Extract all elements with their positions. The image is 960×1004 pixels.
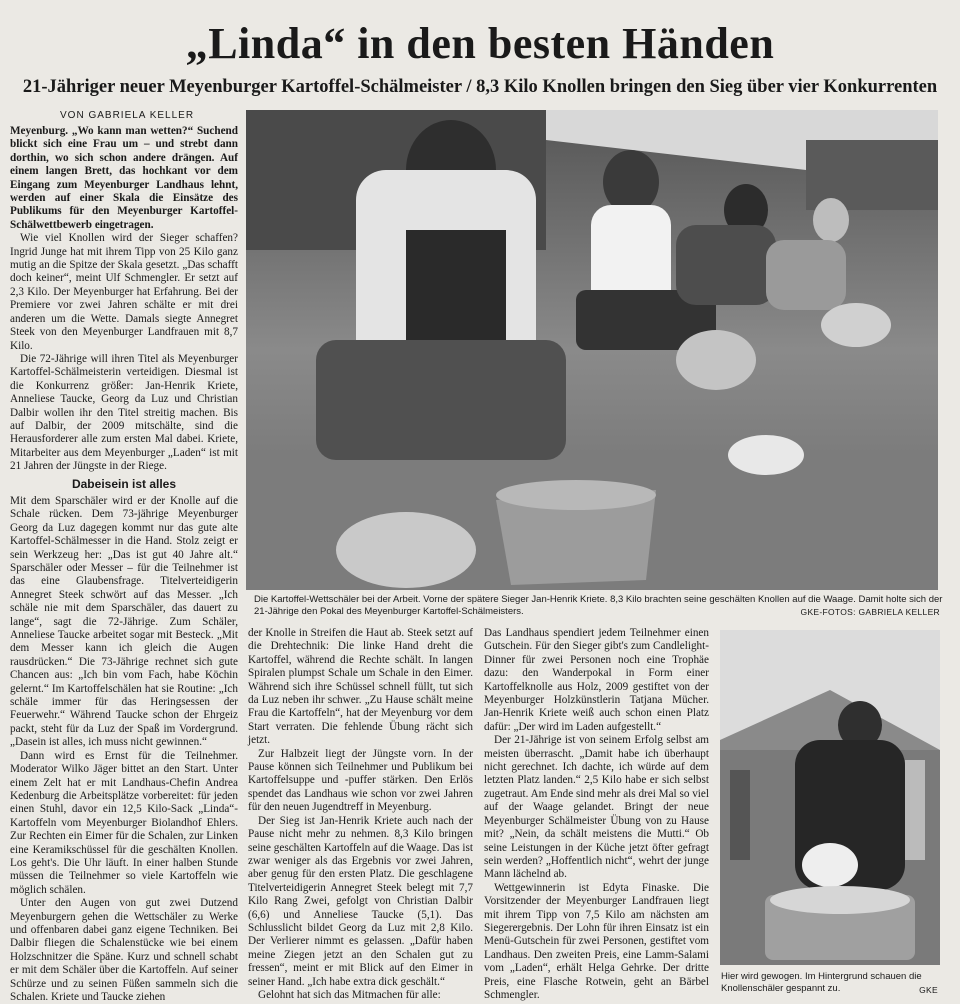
article-paragraph: Gelohnt hat sich das Mitmachen für alle: <box>258 988 441 1001</box>
section-heading: Dabeisein ist alles <box>71 476 177 491</box>
article-paragraph: Der Sieg ist Jan-Henrik Kriete auch nach der Pause nicht mehr zu nehmen. 8,3 Kilo bringen seine geschälten Kartoffeln auf die Waage. Das ist zwar weniger als das Ergebnis vor zwei Jahren, aber genug für den ersten Platz. Die geschlagene Titelverteidigerin Annegret Steek belegt mit 7,7 Kilo Rang Zwei, gefolgt von Christian Dalbir (6,6) und Anneliese Taucke (5,1). Das Schlusslicht bildet Georg da Luz mit 2,8 Kilo. Der Verlierer nimmt es gelassen. „Dafür haben meine Ziegen jetzt an den Schalen gut zu fressen“, meint er mit Blick auf den Eimer in seiner Hand. „Ich habe extra dick geschält.“ <box>248 814 473 988</box>
article-paragraph: Der 21-Jährige ist von seinem Erfolg selbst am meisten überrascht. „Damit habe ich überhaupt nicht gerechnet. Ich dachte, ich würde auf dem letzten Platz landen.“ 2,5 Kilo habe er sich selbst zugetraut. Am Ende sind mehr als drei Mal so viel auf der Waage gelandet. Bringt der neue Meyenburger Schälmeister Übung von zu Hause mit? „Nein, da schält meistens die Mutti.“ Ob seine Leistungen in der Küche jetzt öfter gefragt sein werden? „Hoffentlich nicht“, wehrt der junge Mann lächelnd ab. <box>484 734 709 881</box>
article-paragraph: Wie viel Knollen wird der Sieger schaffen? Ingrid Junge hat mit ihrem Tipp von 25 Kilo ganz mutig an die Spitze der Skala gesetzt. „Das schafft doch keiner“, meint Ulf Schmengler. Er setzt auf 2,3 Kilo. Der Meyenburger hat Erfahrung. Bei der Premiere vor zwei Jahren schälte er mit drei anderen um die Wette. Damals siegte Annegret Steek von den Meyenburger Landfrauen mit 8,7 Kilo. <box>10 232 238 352</box>
byline: VON GABRIELA KELLER <box>60 110 195 121</box>
article-lead: Meyenburg. „Wo kann man wetten?“ Suchend blickt sich eine Frau um – und strebt dann dorthin, wo sich schon andere drängen. Auf einem langen Brett, das hochkant vor dem Eingang zum Meyenburger Landhaus lehnt, werden auf einer Skala die Einsätze des Publikums für den Meyenburger Kartoffel-Schälwettbewerb eingetragen. <box>10 125 238 231</box>
article-paragraph: der Knolle in Streifen die Haut ab. Steek setzt auf die Drehtechnik: Die linke Hand dreht die Kartoffel, während die Rechte schält. In langen Spiralen plumpst Schale um Schale in den Eimer. Während sich ihre Schüssel schnell füllt, tut sich da Luz neben ihr schwer. „Zu Hause schält meine Frau die Kartoffeln“, hat der Meyenburg vor dem Start verraten. Die fehlende Übung rächt sich jetzt. <box>248 627 473 747</box>
weighing-photo-credit: GKE <box>919 985 938 995</box>
article-column-2 <box>248 627 473 1003</box>
article-paragraph: Mit dem Sparschäler wird er der Knolle auf die Schale rücken. Dem 73-jährige Meyenburger Georg da Luz dagegen kommt nur das gute alte Kartoffel-Schälmesser in die Hand. Stolz zeigt er sein Werkzeug her: „Das ist gut 40 Jahre alt.“ Sparschäler oder Messer – für die Teilnehmer ist das eine Glaubensfrage. Titelverteidigerin Annegret Steek schwört auf das Messer. „Ich schäle nie mit dem Sparschäler, das dauert zu lange“, sagt die 72-Jährige. Zum Schäler, Anneliese Taucke arbeitet sogar mit Besteck. „Mit dem Messer kann ich gleich die Augen rausdrücken.“ Die 73-Jährige rechnet sich gute Chancen aus: „Ich bin vom Fach, habe Köchin gelernt.“ Im Kartoffelschälen hat sie Routine: „Ich schäle immer für das Heringsessen der Feuerwehr.“ Während Taucke schon der Ehrgeiz packt, steht für da Luz der Spaß im Vordergrund. „Dasein ist alles, ich muss nicht gewinnen.“ <box>10 494 238 749</box>
article-column-1 <box>10 125 238 1003</box>
article-paragraph: Unter den Augen von gut zwei Dutzend Meyenburgern gehen die Wettschäler zu Werke und offenbaren dabei ganz eigene Techniken. Bei Dalbir fliegen die Schalenstücke wie bei einem Holzschnitzer die Späne. Kurz und schnell schabt er mit dem Schäler über die Kartoffeln. Auf seiner Schürze und zu seinen Füßen sammeln sich die Schalen. Kriete und Taucke ziehen <box>10 897 238 1003</box>
subheadline: 21-Jähriger neuer Meyenburger Kartoffel-Schälmeister / 8,3 Kilo Knollen bringen den Sieg über vier Konkurrenten <box>22 77 938 97</box>
weighing-photo-caption: Hier wird gewogen. Im Hintergrund schauen die Knollenschäler gespannt zu. <box>721 971 922 994</box>
article-column-3 <box>484 627 709 1003</box>
article-paragraph: Die 72-Jährige will ihren Titel als Meyenburger Kartoffel-Schälmeisterin verteidigen. Diesmal ist die Konkurrenz größer: Jan-Henrik Kriete, Anneliese Taucke, Georg da Luz und Christian Dalbir wollen ihr den Titel streitig machen. Bis auf Dalbir, der 2009 mitschälte, sind die Herausforderer alle zum ersten Mal dabei. Kriete, Mitarbeiter aus dem Meyenburger „Laden“ ist mit 21 Jahren der Jüngste in der Riege. <box>10 352 238 473</box>
main-photo <box>246 110 938 590</box>
article-paragraph: Dann wird es Ernst für die Teilnehmer. Moderator Wilko Jäger bittet an den Start. Unter einem Zelt hat er mit Landhaus-Chefin Andrea Kedenburg die Arbeitsplätze vorbereitet: für jeden einen Stuhl, davor ein 12,5 Kilo-Sack „Linda“-Kartoffeln vom Meyenburger Biolandhof Ehlers. Zur Rechten ein Eimer für die Schalen, zur Linken eine Keramikschüssel für die geschälten Knollen. Los geht's. Die Uhr läuft. In einer halben Stunde müssen die Teilnehmer so viele Kartoffeln wie möglich schälen. <box>10 749 238 896</box>
article-paragraph: Zur Halbzeit liegt der Jüngste vorn. In der Pause können sich Teilnehmer und Publikum bei Kartoffelsuppe und -puffer stärken. Den Erlös spendet das Landhaus wie schon vor zwei Jahren für den neuen Jugendtreff in Meyenburg. <box>248 747 473 814</box>
weighing-photo <box>720 630 940 965</box>
main-photo-credit: GKE-FOTOS: GABRIELA KELLER <box>800 607 940 617</box>
main-photo-caption: Die Kartoffel-Wettschäler bei der Arbeit. Vorne der spätere Sieger Jan-Henrik Kriete. 8,3 Kilo brachten seine geschälten Knollen auf die Waage. Damit holte sich der 21-Jährige den Pokal des Meyenburger Kartoffel-Schälmeisters. <box>254 594 943 617</box>
article-paragraph: Wettgewinnerin ist Edyta Finaske. Die Vorsitzender der Meyenburger Landfrauen liegt mit ihrem Tipp von 7,5 Kilo am nächsten am Siegerergebnis. Der Lohn für ihren Einsatz ist ein Menü-Gutschein für zwei Personen, gestiftet vom Landhaus. Den zweiten Preis, eine Lamm-Salami vom „Laden“, erhält Helga Gehrke. Der dritte Preis, eine Flasche Rotwein, geht an Bärbel Schmengler. <box>484 881 709 1001</box>
article-paragraph: Das Landhaus spendiert jedem Teilnehmer einen Gutschein. Für den Sieger gibt's zum Candlelight-Dinner für zwei Personen noch eine Trophäe dazu: den Wanderpokal in Form einer Kartoffelknolle aus Holz, 2009 gestiftet von der Meyenburger Holzkünstlerin Tatjana Mücher. Jan-Henrik Kriete weiß auch schon einen Platz dafür: „Der wird im Laden aufgestellt.“ <box>484 627 709 733</box>
headline: „Linda“ in den besten Händen <box>185 19 775 68</box>
